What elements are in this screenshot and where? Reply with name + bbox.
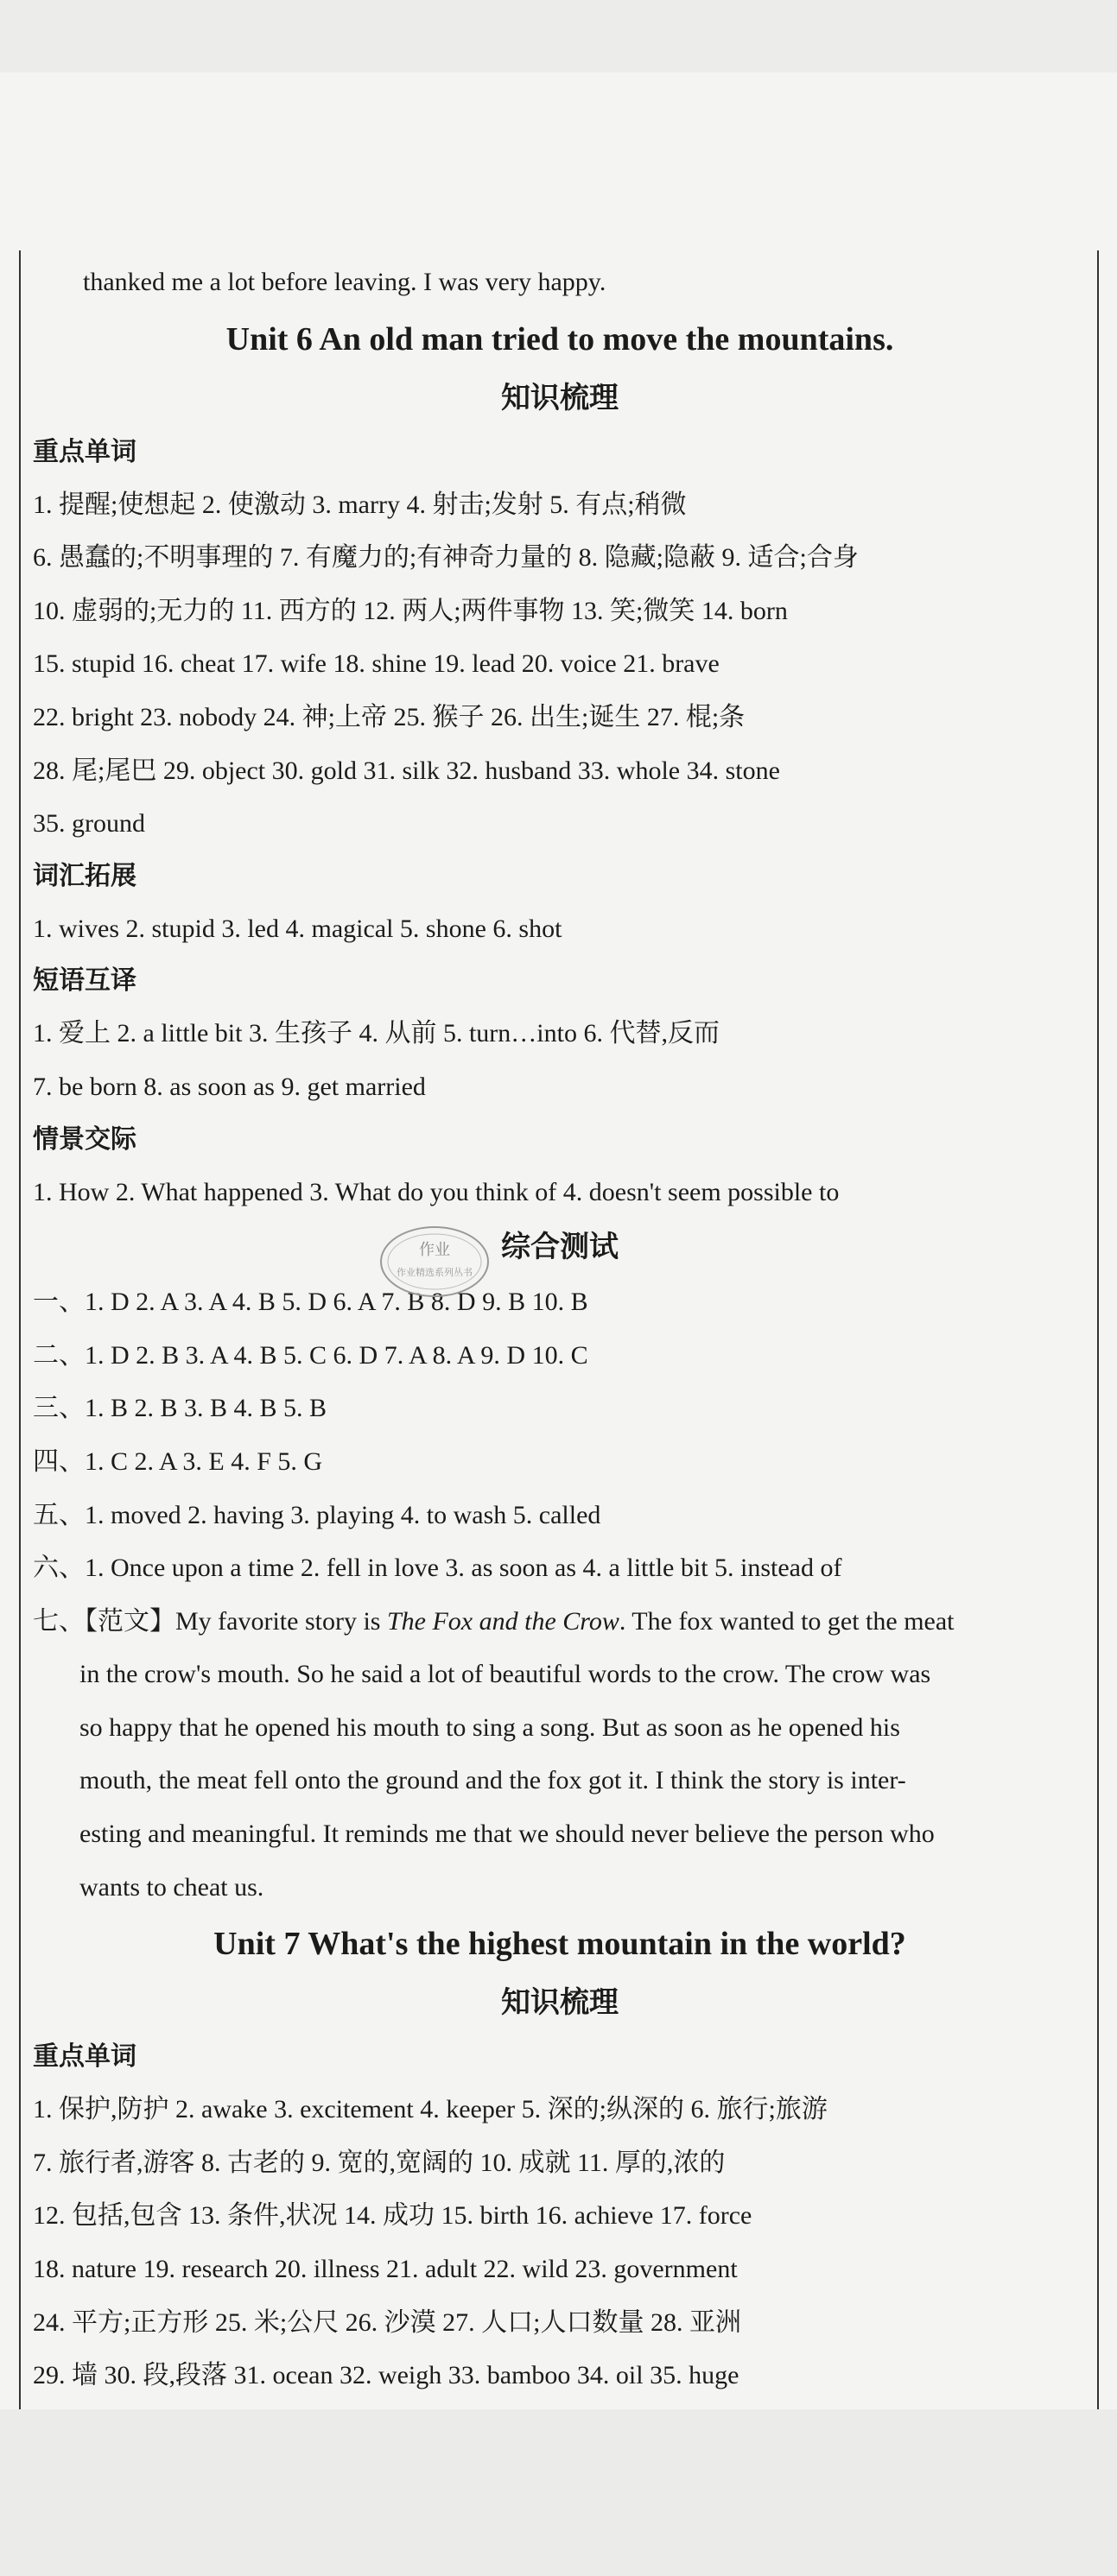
unit6-title: Unit 6 An old man tried to move the mountains.: [225, 320, 894, 358]
answer-line: 1. How 2. What happened 3. What do you think of 4. doesn't seem possible to: [33, 1177, 840, 1206]
unit6-vocab-heading: 重点单词: [33, 436, 136, 467]
answer-line: 35. ground: [33, 809, 145, 839]
answer-line: 六、1. Once upon a time 2. fell in love 3. as soon as 4. a little bit 5. instead of: [33, 1554, 842, 1583]
answer-line: 22. bright 23. nobody 24. 神;上帝 25. 猴子 26. 出生;诞生 27. 棍;条: [33, 702, 746, 731]
unit6-test-answers: [33, 1275, 1087, 1914]
answer-line: 三、1. B 2. B 3. B 4. B 5. B: [33, 1394, 327, 1423]
unit6-vocab-list: [33, 478, 1087, 851]
essay-line: wants to cheat us.: [79, 1872, 264, 1902]
top-scan-margin: [0, 0, 1117, 73]
essay-line: mouth, the meat fell onto the ground and the fox got it. I think the story is inter-: [79, 1766, 906, 1795]
test-heading-row: [33, 1218, 1087, 1279]
unit7-review-heading: 知识梳理: [501, 1985, 619, 2021]
answer-line: 1. 保护,防护 2. awake 3. excitement 4. keeper 5. 深的;纵深的 6. 旅行;旅游: [33, 2095, 828, 2124]
answer-line: 10. 虚弱的;无力的 11. 西方的 12. 两人;两件事物 13. 笑;微笑 14. born: [33, 596, 788, 625]
answer-line: 29. 墙 30. 段,段落 31. ocean 32. weigh 33. bamboo 34. oil 35. huge: [33, 2361, 739, 2390]
stamp-text: 作业: [419, 1241, 450, 1260]
continued-text-line: thanked me a lot before leaving. I was very happy.: [83, 268, 606, 296]
unit6-expand-heading: 词汇拓展: [33, 860, 136, 891]
left-border-rule: [19, 250, 21, 2422]
answer-line: 7. 旅行者,游客 8. 古老的 9. 宽的,宽阔的 10. 成就 11. 厚的,浓的: [33, 2148, 726, 2177]
answer-line: 28. 尾;尾巴 29. object 30. gold 31. silk 32. husband 33. whole 34. stone: [33, 756, 780, 785]
essay-first-line-rest: . The fox wanted to get the meat: [619, 1606, 955, 1636]
answer-line: 12. 包括,包含 13. 条件,状况 14. 成功 15. birth 16. achieve 17. force: [33, 2201, 752, 2231]
essay-prefix: 七、【范文】My favorite story is: [33, 1606, 387, 1636]
unit6-test-heading: 综合测试: [501, 1230, 619, 1265]
answer-line: 四、1. C 2. A 3. E 4. F 5. G: [33, 1446, 323, 1476]
unit6-phrase-heading: 短语互译: [33, 965, 136, 997]
answer-line: 二、1. D 2. B 3. A 4. B 5. C 6. D 7. A 8. A 9. D 10. C: [33, 1340, 588, 1370]
answer-line: 一、1. D 2. A 3. A 4. B 5. D 6. A 7. B 8. D 9. B 10. B: [33, 1288, 588, 1317]
unit7-title: Unit 7 What's the highest mountain in the world?: [213, 1926, 906, 1963]
unit7-vocab-list: [33, 2083, 1087, 2402]
unit6-review-heading: 知识梳理: [501, 380, 619, 415]
right-border-rule: [1097, 250, 1099, 2422]
unit6-situation-heading: 情景交际: [33, 1123, 136, 1155]
answer-line: 24. 平方;正方形 25. 米;公尺 26. 沙漠 27. 人口;人口数量 28. 亚洲: [33, 2307, 742, 2337]
stamp-subtext: 作业精选系列丛书: [397, 1267, 473, 1279]
bottom-scan-margin: [0, 2409, 1117, 2576]
essay-first-line: [33, 1595, 1087, 1649]
answer-line: 1. 爱上 2. a little bit 3. 生孩子 4. 从前 5. turn…into 6. 代替,反而: [33, 1019, 720, 1048]
answer-line: 15. stupid 16. cheat 17. wife 18. shine 19. lead 20. voice 21. brave: [33, 649, 720, 679]
essay-line: in the crow's mouth. So he said a lot of beautiful words to the crow. The crow was: [79, 1660, 931, 1689]
answer-line: 五、1. moved 2. having 3. playing 4. to wash 5. called: [33, 1500, 601, 1529]
answer-line: 7. be born 8. as soon as 9. get married: [33, 1072, 426, 1101]
answer-line: 6. 愚蠢的;不明事理的 7. 有魔力的;有神奇力量的 8. 隐藏;隐蔽 9. 适合;合身: [33, 543, 859, 573]
essay-story-title: The Fox and the Crow: [386, 1606, 619, 1636]
unit7-vocab-heading: 重点单词: [33, 2041, 136, 2073]
essay-line: so happy that he opened his mouth to sing a song. But as soon as he opened his: [79, 1712, 900, 1742]
answer-line: 1. wives 2. stupid 3. led 4. magical 5. shone 6. shot: [33, 914, 562, 943]
content-column: [33, 256, 1087, 2402]
publisher-stamp-logo: [374, 1218, 495, 1305]
essay-line: esting and meaningful. It reminds me that we should never believe the person who: [79, 1820, 935, 1849]
answer-line: 1. 提醒;使想起 2. 使激动 3. marry 4. 射击;发射 5. 有点;稍微: [33, 490, 687, 519]
answer-line: 18. nature 19. research 20. illness 21. adult 22. wild 23. government: [33, 2255, 738, 2284]
